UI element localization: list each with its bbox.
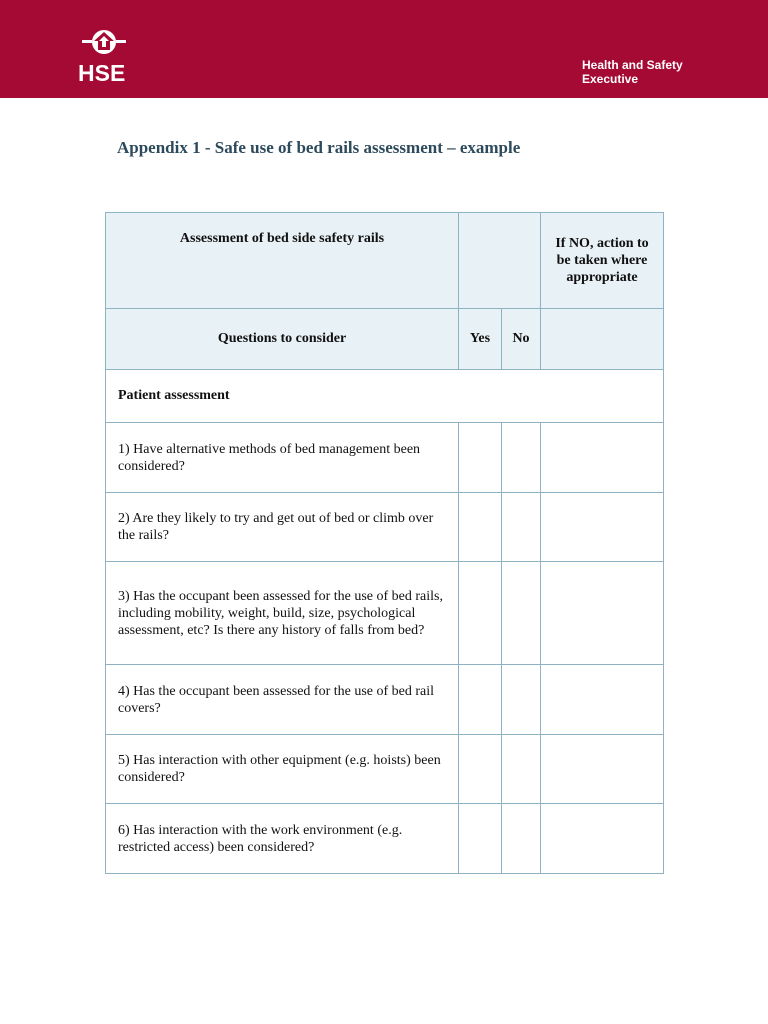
action-cell[interactable] bbox=[541, 665, 664, 735]
assessment-header-label: Assessment of bed side safety rails bbox=[179, 230, 385, 246]
question-text: 6) Has interaction with the work environment (e.g. restricted access) been considered? bbox=[106, 804, 459, 874]
question-text: 5) Has interaction with other equipment (e.g. hoists) been considered? bbox=[106, 735, 459, 804]
action-header-label: If NO, action to be taken where appropriate bbox=[555, 236, 649, 285]
action-cell[interactable] bbox=[541, 423, 664, 493]
action-cell[interactable] bbox=[541, 562, 664, 665]
question-text: 3) Has the occupant been assessed for the use of bed rails, including mobility, weight, build, size, psychological assessment, etc? Is there any history of falls from bed? bbox=[106, 562, 459, 665]
question-text: 1) Have alternative methods of bed management been considered? bbox=[106, 423, 459, 493]
no-cell[interactable] bbox=[502, 562, 541, 665]
organization-name bbox=[582, 58, 722, 86]
assessment-table bbox=[105, 212, 664, 874]
no-header-cell bbox=[502, 309, 541, 370]
questions-header-label: Questions to consider bbox=[217, 331, 347, 346]
table-row bbox=[106, 423, 664, 493]
action-cell[interactable] bbox=[541, 735, 664, 804]
yes-cell[interactable] bbox=[459, 562, 502, 665]
table-row bbox=[106, 735, 664, 804]
no-cell[interactable] bbox=[502, 665, 541, 735]
action-cell[interactable] bbox=[541, 493, 664, 562]
blank-header-cell bbox=[459, 213, 541, 309]
action-header-cell bbox=[541, 213, 664, 309]
section-title: Patient assessment bbox=[106, 370, 664, 423]
no-cell[interactable] bbox=[502, 804, 541, 874]
table-row bbox=[106, 665, 664, 735]
yes-cell[interactable] bbox=[459, 804, 502, 874]
logo-text: HSE bbox=[78, 60, 126, 86]
table-row bbox=[106, 493, 664, 562]
organization-line-1: Health and Safety bbox=[582, 58, 683, 72]
question-text: 2) Are they likely to try and get out of bed or climb over the rails? bbox=[106, 493, 459, 562]
document-title: Appendix 1 - Safe use of bed rails assessment – example bbox=[117, 138, 521, 157]
action-cell[interactable] bbox=[541, 804, 664, 874]
yes-header-label: Yes bbox=[469, 331, 491, 346]
action-subheader-cell bbox=[541, 309, 664, 370]
yes-cell[interactable] bbox=[459, 423, 502, 493]
assessment-header-cell bbox=[106, 213, 459, 309]
yes-cell[interactable] bbox=[459, 493, 502, 562]
section-row bbox=[106, 370, 664, 423]
no-cell[interactable] bbox=[502, 735, 541, 804]
organization-line-2: Executive bbox=[582, 72, 639, 86]
table-header-row bbox=[106, 213, 664, 309]
table-row bbox=[106, 804, 664, 874]
questions-header-cell bbox=[106, 309, 459, 370]
header-banner bbox=[0, 0, 768, 98]
table-row bbox=[106, 562, 664, 665]
yes-header-cell bbox=[459, 309, 502, 370]
no-header-label: No bbox=[512, 331, 530, 346]
question-text: 4) Has the occupant been assessed for the use of bed rail covers? bbox=[106, 665, 459, 735]
yes-cell[interactable] bbox=[459, 665, 502, 735]
no-cell[interactable] bbox=[502, 423, 541, 493]
yes-cell[interactable] bbox=[459, 735, 502, 804]
table-subheader-row bbox=[106, 309, 664, 370]
no-cell[interactable] bbox=[502, 493, 541, 562]
hse-emblem-icon bbox=[77, 28, 135, 60]
